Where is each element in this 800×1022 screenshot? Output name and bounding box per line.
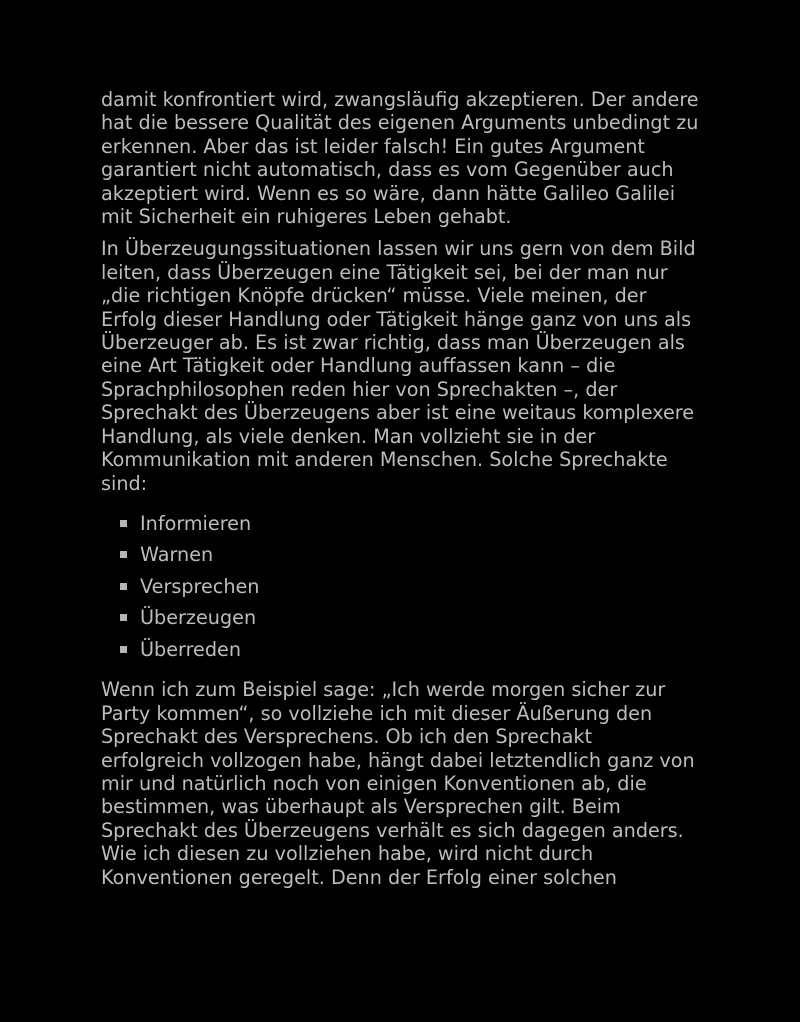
- list-item-text: Informieren: [140, 511, 252, 535]
- list-item: [101, 571, 701, 603]
- list-item-text: Überreden: [140, 637, 241, 661]
- paragraph: In Überzeugungssituationen lassen wir uns gern von dem Bild leiten, dass Überzeugen eine Tätigkeit sei, bei der man nur „die richtigen Knöpfe drücken“ müsse. Viele meinen, der Erfolg dieser Handlung oder Tätigkeit hänge ganz von uns als Überzeuger ab. Es ist zwar richtig, dass man Überzeugen als eine Art Tätigkeit oder Handlung auffassen kann – die Sprachphilosophen reden hier von Sprechakten –, der Sprechakt des Überzeugens aber ist eine weitaus komplexere Handlung, als viele denken. Man vollzieht sie in der Kommunikation mit anderen Menschen. Solche Sprechakte sind:: [101, 237, 696, 495]
- list-item: [101, 539, 701, 571]
- square-bullet-icon: [120, 614, 127, 621]
- list-item-text: Überzeugen: [140, 606, 257, 630]
- paragraph: damit konfrontiert wird, zwangsläufig akzeptieren. Der andere hat die bessere Qualität des eigenen Arguments unbedingt zu erkennen. Aber das ist leider falsch! Ein gutes Argument garantiert nicht automatisch, dass es vom Gegenüber auch akzeptiert wird. Wenn es so wäre, dann hätte Galileo Galilei mit Sicherheit ein ruhigeres Leben gehabt.: [101, 88, 699, 229]
- list-item: [101, 602, 701, 634]
- document-page: [101, 88, 701, 898]
- square-bullet-icon: [120, 551, 127, 558]
- square-bullet-icon: [120, 520, 127, 527]
- list-item: [101, 634, 701, 666]
- list-item-text: Warnen: [140, 543, 214, 567]
- square-bullet-icon: [120, 583, 127, 590]
- speech-acts-list: [101, 508, 701, 666]
- list-item-text: Versprechen: [140, 574, 260, 598]
- list-item: [101, 508, 701, 540]
- paragraph: Wenn ich zum Beispiel sage: „Ich werde morgen sicher zur Party kommen“, so vollziehe ich mit dieser Äußerung den Sprechakt des Versprechens. Ob ich den Sprechakt erfolgreich vollzogen habe, hängt dabei letztendlich ganz von mir und natürlich noch von einigen Konventionen ab, die bestimmen, was überhaupt als Versprechen gilt. Beim Sprechakt des Überzeugens verhält es sich dagegen anders. Wie ich diesen zu vollziehen habe, wird nicht durch Konventionen geregelt. Denn der Erfolg einer solchen: [101, 678, 695, 889]
- square-bullet-icon: [120, 646, 127, 653]
